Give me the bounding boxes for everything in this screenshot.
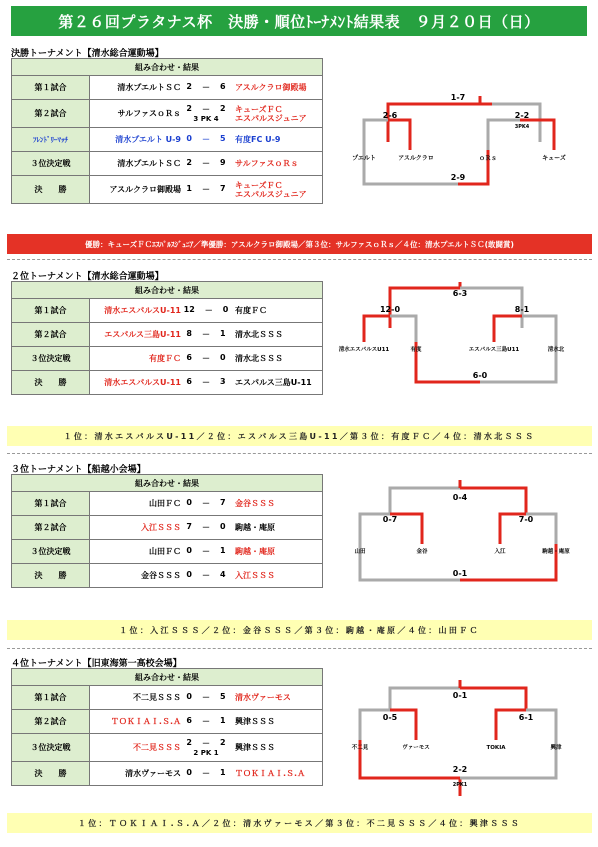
table-row: 決 勝 金谷ＳＳＳ 0 － 4 入江ＳＳＳ [12, 564, 323, 588]
table-row: 第２試合 エスパルス三島U-11 8 － 1 清水北ＳＳＳ [12, 323, 323, 347]
svg-text:アスルクラロ: アスルクラロ [398, 155, 434, 162]
divider [7, 259, 592, 260]
svg-text:清水エスパルスU11: 清水エスパルスU11 [338, 347, 390, 353]
svg-text:6-3: 6-3 [452, 289, 468, 298]
svg-text:不二見: 不二見 [351, 745, 369, 751]
svg-text:2-2: 2-2 [452, 765, 468, 774]
svg-text:入江: 入江 [494, 549, 506, 555]
results-table-3rd: 組み合わせ・結果 第１試合 山田ＦＣ 0 － 7 金谷ＳＳＳ 第２試合 入江ＳＳＳ 7 － 0 駒越・庵原 ３位決定戦 山田ＦＣ 0 － 1 駒越・庵原 決 勝 金谷ＳＳＳ 0 － 4 入江ＳＳＳ [11, 474, 323, 588]
summary-4th: １位：ＴＯＫＩＡＩ.Ｓ.Ａ／２位：清水ヴァーモス／第３位：不二見ＳＳＳ／４位：興津ＳＳＳ [7, 813, 592, 833]
svg-text:金谷: 金谷 [416, 549, 428, 555]
svg-text:TOKIA: TOKIA [486, 745, 506, 751]
svg-text:山田: 山田 [354, 549, 366, 555]
svg-text:有度: 有度 [410, 347, 422, 353]
svg-text:ヴァーモス: ヴァーモス [402, 745, 430, 751]
bracket-2nd [330, 280, 590, 390]
results-table-2nd: 組み合わせ・結果 第１試合 清水エスパルスU-11 12 － 0 有度ＦＣ 第２試合 エスパルス三島U-11 8 － 1 清水北ＳＳＳ ３位決定戦 有度ＦＣ 6 － 0 清水北ＳＳＳ 決 勝 清水エスパルスU-11 6 － 3 エスパルス三島U-11 [11, 281, 323, 395]
table-row: 第２試合 入江ＳＳＳ 7 － 0 駒越・庵原 [12, 516, 323, 540]
svg-text:0-1: 0-1 [452, 691, 468, 700]
svg-text:0-5: 0-5 [382, 713, 398, 722]
svg-text:0-7: 0-7 [382, 515, 398, 524]
svg-text:2-9: 2-9 [450, 173, 466, 182]
table-row: 第１試合 清水プエルトＳＣ 2 － 6 アスルクラロ御殿場 [12, 76, 323, 100]
table-row: ﾌﾚﾝﾄﾞﾘｰﾏｯﾁ 清水プエルト U-9 0 － 5 有度FC U-9 [12, 128, 323, 152]
results-table-4th: 組み合わせ・結果 第１試合 不二見ＳＳＳ 0 － 5 清水ヴァーモス 第２試合 ＴＯＫＩＡＩ.Ｓ.Ａ 6 － 1 興津ＳＳＳ ３位決定戦 不二見ＳＳＳ 2 － 2 2 PK 1 興津ＳＳＳ 決 勝 清水ヴァーモス 0 － 1 ＴＯＫＩＡＩ.Ｓ.Ａ [11, 668, 323, 786]
table-row: 第１試合 清水エスパルスU-11 12 － 0 有度ＦＣ [12, 299, 323, 323]
table-row: ３位決定戦 不二見ＳＳＳ 2 － 2 2 PK 1 興津ＳＳＳ [12, 734, 323, 762]
table-row: 決 勝 アスルクラロ御殿場 1 － 7 キューズＦＣ エスパルスジュニア [12, 176, 323, 204]
summary-2nd: １位：清水エスパルスU-11／２位：エスパルス三島U-11／第３位：有度ＦＣ／４位：清水北ＳＳＳ [7, 426, 592, 446]
table-row: 第２試合 サルファスｏＲｓ 2 － 2 3 PK 4 キューズＦＣ エスパルスジュニア [12, 100, 323, 128]
divider [7, 453, 592, 454]
divider [7, 648, 592, 649]
svg-text:エスパルス三島U11: エスパルス三島U11 [468, 347, 520, 353]
table-row: 決 勝 清水エスパルスU-11 6 － 3 エスパルス三島U-11 [12, 371, 323, 395]
svg-text:2-6: 2-6 [382, 111, 398, 120]
bracket-3rd [330, 478, 590, 588]
svg-text:6-1: 6-1 [518, 713, 534, 722]
svg-text:2-2: 2-2 [514, 111, 530, 120]
results-table-final [11, 58, 323, 204]
summary-3rd: １位：入江ＳＳＳ／２位：金谷ＳＳＳ／第３位：駒越・庵原／４位：山田ＦＣ [7, 620, 592, 640]
summary-final: 優勝：キューズＦＣｴｽﾊﾟﾙｽｼﾞｭﾆｱ／準優勝：アスルクラロ御殿場／第３位：サルファスｏＲｓ／４位：清水プエルトＳＣ(敢闘賞) [7, 234, 592, 254]
svg-text:興津: 興津 [550, 745, 562, 751]
svg-text:キューズ: キューズ [542, 155, 566, 162]
section-heading-3rd: ３位トーナメント【船越小会場】 [11, 465, 146, 475]
table-row: ３位決定戦 山田ＦＣ 0 － 1 駒越・庵原 [12, 540, 323, 564]
svg-text:ｏＲｓ: ｏＲｓ [478, 155, 498, 162]
bracket-final [330, 82, 590, 192]
table-row: 第１試合 不二見ＳＳＳ 0 － 5 清水ヴァーモス [12, 686, 323, 710]
svg-text:0-1: 0-1 [452, 569, 468, 578]
table-row: ３位決定戦 清水プエルトＳＣ 2 － 9 サルファスｏＲｓ [12, 152, 323, 176]
svg-text:駒越・庵原: 駒越・庵原 [542, 549, 570, 555]
bracket-final-score: 1-7 [450, 93, 466, 102]
table-row: 第１試合 山田ＦＣ 0 － 7 金谷ＳＳＳ [12, 492, 323, 516]
svg-text:0-4: 0-4 [452, 493, 468, 502]
svg-text:2PK1: 2PK1 [452, 782, 468, 788]
table-header: 組み合わせ・結果 [12, 59, 323, 76]
section-heading-final: 決勝トーナメント【清水総合運動場】 [11, 49, 164, 59]
page-title: 第２６回プラタナス杯 決勝・順位ﾄｰﾅﾒﾝﾄ結果表 ９月２０日（日） [11, 6, 587, 36]
svg-text:清水北: 清水北 [547, 347, 565, 353]
svg-text:6-0: 6-0 [472, 371, 488, 380]
svg-text:プエルト: プエルト [352, 155, 376, 162]
svg-text:12-0: 12-0 [379, 305, 401, 314]
svg-text:8-1: 8-1 [514, 305, 530, 314]
bracket-4th [330, 676, 590, 801]
svg-text:7-0: 7-0 [518, 515, 534, 524]
table-row: ３位決定戦 有度ＦＣ 6 － 0 清水北ＳＳＳ [12, 347, 323, 371]
table-row: 第２試合 ＴＯＫＩＡＩ.Ｓ.Ａ 6 － 1 興津ＳＳＳ [12, 710, 323, 734]
section-heading-4th: ４位トーナメント【旧東海第一高校会場】 [11, 659, 182, 669]
svg-text:3PK4: 3PK4 [514, 124, 530, 130]
table-row: 決 勝 清水ヴァーモス 0 － 1 ＴＯＫＩＡＩ.Ｓ.Ａ [12, 762, 323, 786]
section-heading-2nd: ２位トーナメント【清水総合運動場】 [11, 272, 164, 282]
